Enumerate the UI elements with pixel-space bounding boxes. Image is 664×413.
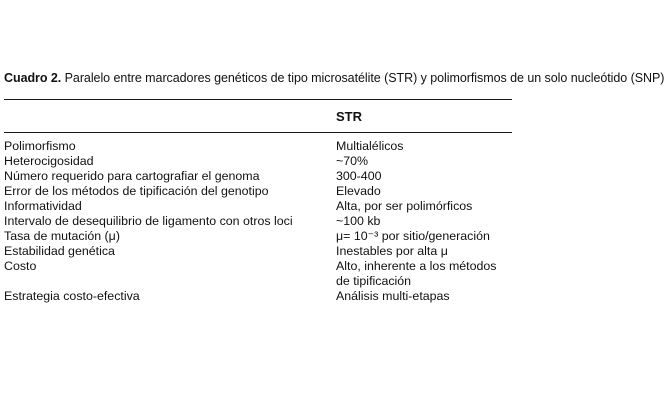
row-value: Elevado: [336, 184, 381, 198]
row-value: 300-400: [336, 169, 382, 183]
table-row: [4, 289, 512, 304]
table-row: [4, 169, 512, 184]
row-label: Estabilidad genética: [4, 244, 115, 258]
row-label: Polimorfismo: [4, 139, 76, 153]
table-row: [4, 229, 512, 244]
table-row: [4, 154, 512, 169]
table-row: [4, 139, 512, 154]
caption-text: Paralelo entre marcadores genéticos de tipo microsatélite (STR) y polimorfismos de un solo nucleótido (SNP): [61, 71, 664, 85]
table-caption: [4, 71, 664, 85]
row-value: μ= 10⁻³ por sitio/generación: [336, 229, 490, 243]
row-value: Multialélicos: [336, 139, 404, 153]
row-value: ~100 kb: [336, 214, 381, 228]
row-value: Inestables por alta μ: [336, 244, 448, 258]
column-header-str: STR: [336, 109, 362, 124]
row-label: Tasa de mutación (μ): [4, 229, 120, 243]
table-row: [4, 199, 512, 214]
row-label: Intervalo de desequilibrio de ligamento con otros loci: [4, 214, 293, 228]
table-row: [4, 244, 512, 259]
row-label: Informatividad: [4, 199, 82, 213]
row-label: Costo: [4, 259, 37, 273]
table-row: [4, 184, 512, 199]
table-body: [4, 139, 512, 304]
row-value: Alto, inherente a los métodos de tipificación: [336, 259, 497, 288]
row-value: ~70%: [336, 154, 369, 168]
table-top-rule: [4, 99, 512, 100]
row-label: Error de los métodos de tipificación del genotipo: [4, 184, 269, 198]
row-label: Número requerido para cartografiar el genoma: [4, 169, 260, 183]
table-row: [4, 214, 512, 229]
row-label: Estrategia costo-efectiva: [4, 289, 140, 303]
row-value: Alta, por ser polimórficos: [336, 199, 473, 213]
row-value: Análisis multi-etapas: [336, 289, 450, 303]
table-header-rule: [4, 132, 512, 133]
table-row: [4, 259, 512, 289]
caption-number: Cuadro 2.: [4, 71, 62, 85]
row-label: Heterocigosidad: [4, 154, 94, 168]
